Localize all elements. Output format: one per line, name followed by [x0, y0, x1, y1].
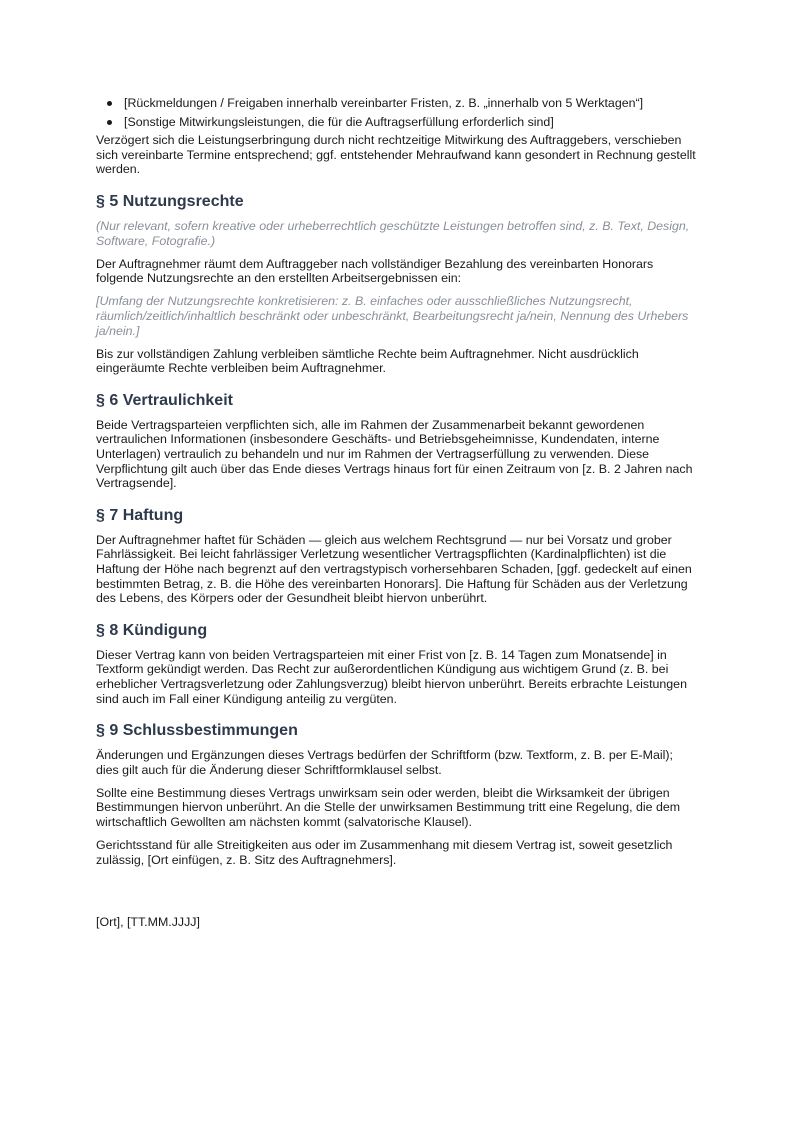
section-heading-haftung: § 7 Haftung	[96, 506, 184, 524]
paragraph: Der Auftragnehmer räumt dem Auftraggeber nach vollständiger Bezahlung des vereinbarten Honorars folgende Nutzungsrechte an den erstellten Arbeitsergebnissen ein:	[96, 256, 654, 286]
list-item: [Rückmeldungen / Freigaben innerhalb vereinbarter Fristen, z. B. „innerhalb von 5 Werktagen“]	[96, 96, 698, 111]
paragraph: Der Auftragnehmer haftet für Schäden — gleich aus welchem Rechtsgrund — nur bei Vorsatz und grober Fahrlässigkeit. Bei leicht fahrlässiger Verletzung wesentlicher Vertragspflichten (Kardinalpflichten) ist die Haftung der Höhe nach begrenzt auf den vertragstypisch vorhersehbaren Schaden, [ggf. gedeckelt auf einen bestimmten Betrag, z. B. die Höhe des vereinbarten Honorars]. Die Haftung für Schäden aus der Verletzung des Lebens, des Körpers oder der Gesundheit bleibt hiervon unberührt.	[96, 532, 692, 606]
section-heading-nutzungsrechte: § 5 Nutzungsrechte	[96, 192, 244, 210]
list-item: [Sonstige Mitwirkungsleistungen, die für die Auftragserfüllung erforderlich sind]	[96, 115, 698, 130]
paragraph: Dieser Vertrag kann von beiden Vertragsparteien mit einer Frist von [z. B. 14 Tagen zum Monatsende] in Textform gekündigt werden. Das Recht zur außerordentlichen Kündigung aus wichtigem Grund (z. B. bei erheblicher Vertragsverletzung oder Zahlungsverzug) bleibt hiervon unberührt. Bereits erbrachte Leistungen sind auch im Fall einer Kündigung anteilig zu vergüten.	[96, 647, 687, 706]
section-heading-kuendigung: § 8 Kündigung	[96, 621, 208, 639]
place-date-line: [Ort], [TT.MM.JJJJ]	[96, 915, 200, 930]
paragraph: Bis zur vollständigen Zahlung verbleiben sämtliche Rechte beim Auftragnehmer. Nicht ausdrücklich eingeräumte Rechte verbleiben beim Auftragnehmer.	[96, 346, 639, 376]
document-page	[96, 96, 698, 938]
paragraph: Beide Vertragsparteien verpflichten sich, alle im Rahmen der Zusammenarbeit bekannt gewordenen vertraulichen Informationen (insbesondere Geschäfts- und Betriebsgeheimnisse, Kundendaten, interne Unterlagen) vertraulich zu behandeln und nur im Rahmen der Vertragserfüllung zu verwenden. Diese Verpflichtung gilt auch über das Ende dieses Vertrags hinaus fort für einen Zeitraum von [z. B. 2 Jahren nach Vertragsende].	[96, 417, 693, 491]
paragraph: Gerichtsstand für alle Streitigkeiten aus oder im Zusammenhang mit diesem Vertrag ist, soweit gesetzlich zulässig, [Ort einfügen, z. B. Sitz des Auftragnehmers].	[96, 838, 673, 867]
participation-list	[96, 96, 698, 129]
delay-paragraph: Verzögert sich die Leistungserbringung durch nicht rechtzeitige Mitwirkung des Auftraggebers, verschieben sich vereinbarte Termine entsprechend; ggf. entstehender Mehraufwand kann gesondert in Rechnung gestellt werden.	[96, 133, 696, 177]
section-heading-schlussbestimmungen: § 9 Schlussbestimmungen	[96, 722, 298, 740]
paragraph: Sollte eine Bestimmung dieses Vertrags unwirksam sein oder werden, bleibt die Wirksamkeit der übrigen Bestimmungen hiervon unberührt. An die Stelle der unwirksamen Bestimmung tritt eine Regelung, die dem wirtschaftlich Gewollten am nächsten kommt (salvatorische Klausel).	[96, 785, 681, 829]
placeholder-text: [Umfang der Nutzungsrechte konkretisieren: z. B. einfaches oder ausschließliches Nutzungsrecht, räumlich/zeitlich/inhaltlich beschränkt oder unbeschränkt, Bearbeitungsrecht ja/nein, Nennung des Urhebers ja/nein.]	[96, 294, 689, 338]
paragraph: Änderungen und Ergänzungen dieses Vertrags bedürfen der Schriftform (bzw. Textform, z. B. per E-Mail); dies gilt auch für die Änderung dieser Schriftformklausel selbst.	[96, 748, 673, 777]
hint-text: (Nur relevant, sofern kreative oder urheberrechtlich geschützte Leistungen betroffen sind, z. B. Text, Design, Software, Fotografie.)	[96, 218, 690, 248]
section-heading-vertraulichkeit: § 6 Vertraulichkeit	[96, 391, 233, 409]
